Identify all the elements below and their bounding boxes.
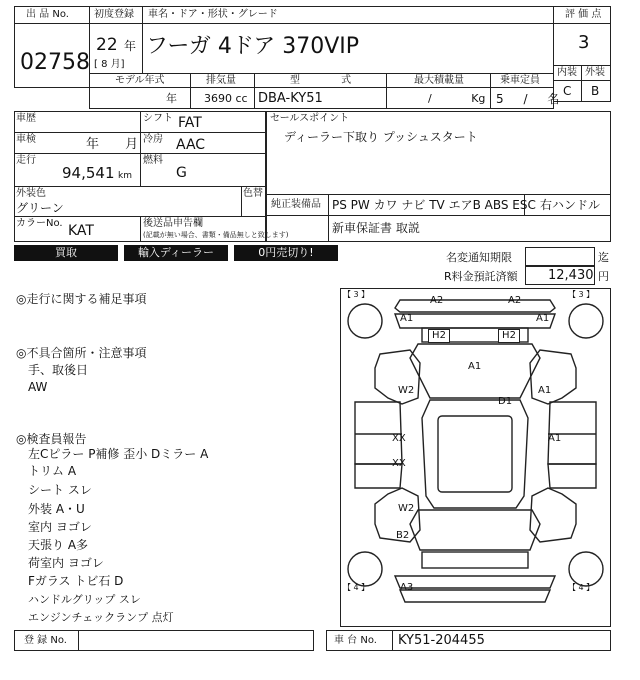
damage-code: A1 [400, 313, 414, 324]
damage-code: XX [392, 458, 406, 469]
wheel-front-left-icon [348, 304, 382, 338]
damage-code: A1 [536, 313, 550, 324]
sales-point-label: セールスポイント [270, 113, 350, 124]
car-name: フーガ 4ドア 370VIP [146, 34, 360, 59]
mileage-unit: km [118, 171, 132, 181]
reg-no-label: 登 録 No. [24, 635, 67, 646]
recycle-unit: 円 [598, 270, 609, 283]
damage-code: A3 [400, 582, 414, 593]
damage-code: XX [392, 433, 406, 444]
exterior-color-value: グリーン [16, 201, 64, 215]
mileage-label: 走行 [16, 155, 36, 166]
recycle-label: R料金預託済額 [444, 270, 518, 283]
model-year-unit: 年 [166, 92, 177, 105]
warranty-row [266, 215, 611, 242]
first-reg-label: 初度登録 [94, 9, 134, 20]
lot-no-label: 出 品 No. [26, 9, 69, 20]
exterior-label: 外装 [585, 67, 605, 78]
inspection-value: 年 月 [86, 137, 139, 152]
inspector-line: 荷室内 ヨゴレ [28, 556, 104, 570]
import-dealer-button[interactable]: 輸入ディーラー [124, 245, 228, 261]
damage-code: A1 [548, 433, 562, 444]
zero-yen-button[interactable]: 0円売切り! [234, 245, 338, 261]
aftermarket-label: 後送品申告欄 [143, 218, 203, 229]
max-load: / Kg [428, 92, 486, 105]
inspector-title: ◎検査員報告 [16, 432, 87, 446]
fuel-value: G [176, 165, 187, 181]
damage-code: A1 [538, 385, 552, 396]
damage-code-box: H2 [498, 329, 520, 343]
chassis-value: KY51-204455 [398, 633, 485, 648]
car-name-label: 車名・ドア・形状・グレード [148, 9, 278, 20]
car-diagram [340, 288, 611, 627]
history-label: 車歴 [16, 113, 36, 124]
rating-value: 3 [578, 32, 590, 53]
damage-code: W2 [398, 503, 415, 514]
wheel-rear-right-icon [569, 552, 603, 586]
reg-year: 22 [96, 35, 118, 55]
corner-bl-label: 【 4 】 [343, 583, 370, 592]
aircon-label: 冷房 [143, 134, 163, 145]
name-change-box [525, 247, 595, 266]
displacement: 3690 cc [204, 92, 248, 105]
displacement-label: 排気量 [206, 75, 236, 86]
reg-month: [ 8 月] [94, 59, 125, 70]
equipment-value: PS PW カワ ナビ TV エアB ABS ESC [332, 198, 536, 212]
corner-tl-label: 【 3 】 [343, 290, 370, 299]
wheel-rear-left-icon [348, 552, 382, 586]
inspector-line: 天張り A多 [28, 538, 89, 552]
damage-code: A1 [468, 361, 482, 372]
warranty-value: 新車保証書 取説 [332, 221, 420, 235]
defect-line: AW [28, 380, 48, 394]
exterior-grade: B [591, 84, 600, 98]
driving-notes-title: ◎走行に関する補足事項 [16, 292, 147, 306]
model-label: 型 式 [290, 75, 352, 86]
color-no-label: カラーNo. [16, 218, 63, 229]
damage-code: B2 [396, 530, 410, 541]
inspector-line: 外装 A・U [28, 502, 85, 516]
buy-button[interactable]: 買取 [14, 245, 118, 261]
steering-value: 右ハンドル [540, 198, 601, 212]
interior-label: 内装 [557, 67, 577, 78]
shift-value: FAT [178, 115, 202, 131]
sales-point-value: ディーラー下取り プッシュスタート [284, 130, 478, 144]
aircon-value: AAC [176, 137, 206, 153]
inspector-line: エンジンチェックランプ 点灯 [28, 611, 174, 624]
reg-year-unit: 年 [124, 39, 137, 53]
inspector-line: ハンドルグリップ スレ [28, 593, 141, 606]
inspection-label: 車検 [16, 134, 36, 145]
aftermarket-note: (記載が無い場合、書類・備品無しと致します) [143, 231, 289, 239]
damage-code: A2 [430, 295, 444, 306]
inspector-line: トリム A [28, 464, 77, 478]
damage-code: D1 [498, 396, 513, 407]
exterior-color-label: 外装色 [16, 188, 46, 199]
mileage-value: 94,541 [62, 164, 115, 182]
wheel-front-right-icon [569, 304, 603, 338]
inspector-line: 左Cピラー P補修 歪小 Dミラー A [28, 447, 209, 461]
damage-code-box: H2 [428, 329, 450, 343]
damage-code: W2 [398, 385, 415, 396]
rating-label: 評 価 点 [565, 9, 602, 20]
name-change-unit: 迄 [598, 251, 609, 264]
interior-grade: C [563, 84, 572, 98]
model-year-label: モデル年式 [115, 75, 165, 86]
inspector-line: 室内 ヨゴレ [28, 520, 92, 534]
capacity-label: 乗車定員 [500, 75, 540, 86]
model-code: DBA-KY51 [258, 91, 323, 106]
recycle-value: 12,430 [548, 268, 594, 283]
color-no-value: KAT [68, 223, 94, 239]
fuel-label: 燃料 [143, 155, 163, 166]
chassis-label: 車 台 No. [334, 635, 377, 646]
equipment-label: 純正装備品 [271, 199, 321, 210]
corner-br-label: 【 4 】 [568, 583, 595, 592]
damage-code: A2 [508, 295, 522, 306]
max-load-label: 最大積載量 [414, 75, 464, 86]
name-change-label: 名変通知期限 [446, 251, 512, 264]
defect-line: 手、取後日 [28, 363, 89, 377]
lot-no: 02758 [20, 50, 90, 75]
defects-title: ◎不具合箇所・注意事項 [16, 346, 147, 360]
capacity: 5 / 名 [496, 92, 560, 106]
inspector-line: Fガラス トビ石 D [28, 574, 124, 588]
color-change-label: 色替 [243, 188, 263, 199]
corner-tr-label: 【 3 】 [568, 290, 595, 299]
shift-label: シフト [143, 113, 173, 124]
inspector-line: シート スレ [28, 483, 92, 497]
